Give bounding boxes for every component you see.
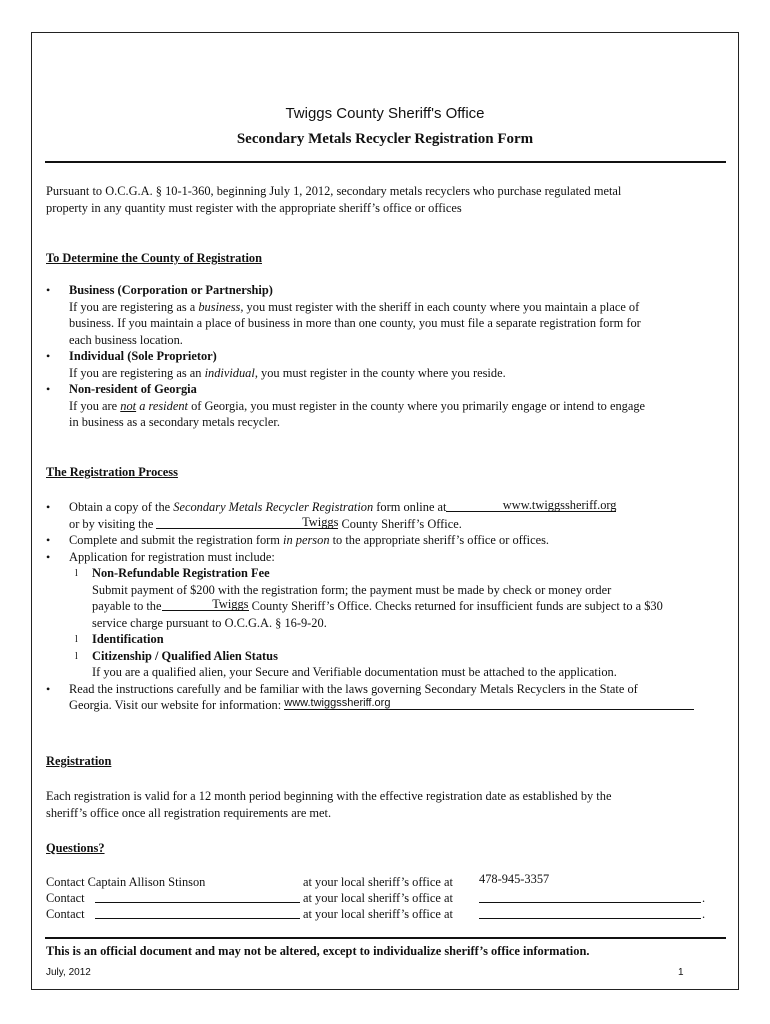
bullet-icon: •: [46, 549, 51, 564]
website-fill: www.twiggssheriff.org: [446, 499, 616, 512]
list-item-nonresident: • Non-resident of Georgia If you are not a resident of Georgia, you must register in the county where you primarily engage or intend to engage in business as a secondary metals recycler.: [46, 382, 646, 429]
contact-row-1: Contact Captain Allison Stinson at your local sheriff’s office at 478-945-3357: [46, 872, 550, 889]
page-number: 1: [678, 967, 684, 978]
office-name: Twiggs County Sheriff's Office: [285, 105, 485, 122]
read-website-fill: www.twiggssheriff.org: [284, 697, 694, 710]
bullet-icon: •: [46, 349, 51, 363]
list-item-obtain: • Obtain a copy of the Secondary Metals Recycler Registration form online at www.twiggssheriff.org or by visiting the Twiggs County Sheriff’s Office.: [46, 498, 617, 531]
questions-heading: Questions?: [46, 841, 105, 855]
contact-phone-field[interactable]: [479, 890, 701, 903]
county-heading: To Determine the County of Registration: [46, 251, 263, 265]
list-item-read: • Read the instructions carefully and be familiar with the laws governing Secondary Metals Recyclers in the State of Georgia. Visit our website for information: www.twiggssheriff.org: [46, 681, 736, 714]
bullet-icon: •: [46, 500, 51, 514]
fee-county-fill: Twiggs: [162, 598, 249, 611]
contact-phone: 478-945-3357: [479, 872, 550, 886]
sublist-fee: l Non-Refundable Registration Fee Submit payment of $200 with the registration form; the payment must be made by check or money order payable to the Twiggs County Sheriff’s Office. Checks returned for insufficient funds are subject to a $30 service charge pursuant to O.C.G.A. § 16-9-20.: [75, 566, 663, 630]
bullet-icon: •: [46, 283, 51, 297]
sublist-citizenship: l Citizenship / Qualified Alien Status If you are a qualified alien, your Secure and Verifiable documentation must be attached to the application.: [75, 648, 617, 679]
footer-rule: [45, 937, 726, 939]
bullet-icon: •: [46, 533, 51, 547]
contact-row-2: Contact at your local sheriff’s office at .: [46, 891, 706, 905]
process-heading: The Registration Process: [46, 465, 178, 479]
bullet-icon: •: [46, 382, 51, 396]
official-notice: This is an official document and may not be altered, except to individualize sheriff’s office information.: [46, 944, 590, 958]
square-bullet-icon: l: [75, 650, 78, 662]
header-rule: [45, 161, 726, 163]
contact-phone-field[interactable]: [479, 906, 701, 919]
contacts: [46, 874, 726, 922]
county-list: [46, 282, 726, 431]
square-bullet-icon: l: [75, 634, 78, 645]
list-item-application: • Application for registration must include: l Non-Refundable Registration Fee Submit payment of $200 with the registration form; the payment must be made by check or money order payable to the Twiggs County Sheriff’s Office. Checks returned for insufficient funds are subject to a $30 service charge pursuant to O.C.G.A. § 16-9-20. l Identification l Citizenship / Qualified Alien Status If you are a qualified alien, your Secure and Verifiable documentation must be attached to the application.: [46, 549, 736, 681]
sublist-identification: l Identification: [69, 631, 736, 648]
contact-row-3: Contact at your local sheriff’s office at .: [46, 907, 706, 921]
square-bullet-icon: l: [75, 568, 78, 579]
process-list: [46, 499, 736, 714]
list-item-individual: • Individual (Sole Proprietor) If you are registering as an individual, you must register in the county where you reside.: [46, 349, 506, 380]
contact-name-field[interactable]: [95, 906, 300, 919]
registration-heading: Registration: [46, 754, 112, 768]
list-item-complete: • Complete and submit the registration form in person to the appropriate sheriff’s office or offices.: [46, 533, 550, 547]
list-item-business: • Business (Corporation or Partnership) If you are registering as a business, you must register with the sheriff in each county where you maintain a place of business. If you maintain a place of business in more than one county, you must file a separate registration form for each business location.: [46, 283, 641, 347]
registration-paragraph: Each registration is valid for a 12 month period beginning with the effective registration date as established by the sheriff’s office once all registration requirements are met.: [46, 789, 612, 820]
intro-paragraph: Pursuant to O.C.G.A. § 10-1-360, beginning July 1, 2012, secondary metals recyclers who purchase regulated metal property in any quantity must register with the appropriate sheriff’s office or offices: [46, 184, 622, 215]
bullet-icon: •: [46, 681, 51, 696]
document-page: [31, 32, 739, 990]
footer-date: July, 2012: [46, 967, 91, 978]
form-title: Secondary Metals Recycler Registration Form: [236, 131, 534, 147]
county-fill: Twiggs: [156, 516, 338, 529]
contact-name-field[interactable]: [95, 890, 300, 903]
